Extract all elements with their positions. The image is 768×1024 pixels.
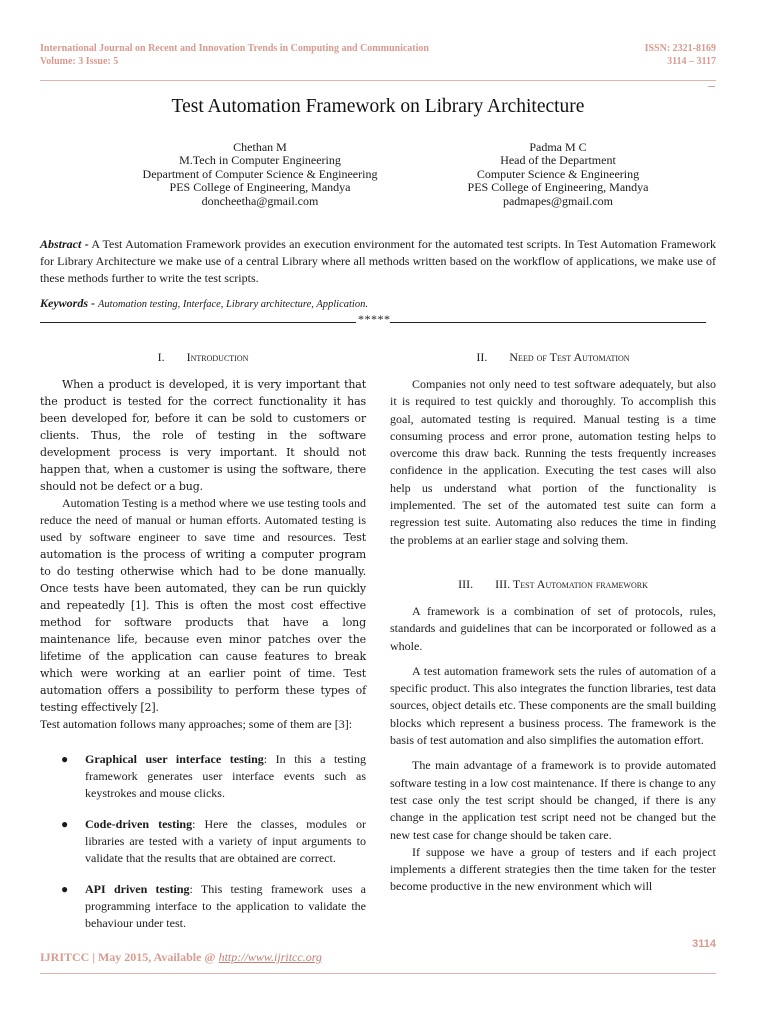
list-item — [40, 816, 366, 867]
list-item-text: : In this a testing framework generates user interface events such as keystrokes and mouse clicks. — [85, 752, 366, 800]
bullet-dot: ● — [61, 817, 69, 831]
paper-title: Test Automation Framework on Library Architecture — [171, 96, 585, 117]
author-college: PES College of Engineering, Mandya — [169, 180, 351, 195]
list-item-term: Graphical user interface testing — [85, 752, 264, 766]
footer-link[interactable]: http://www.ijritcc.org — [218, 950, 322, 964]
footer-text: IJRITCC | May 2015, Available @ — [40, 950, 219, 964]
list-item-term: API driven testing — [85, 882, 190, 896]
intro-paragraph-2b-text: Test automation is the process of writing a computer program to do testing otherwise which had to be done manually. Once tests have been automated, they can be run quickly and repeatedly [1]. This is often the most cost effective method for software products that have a long maintenance life, because even minor patches over the lifetime of the application can cause features to break which were working at an earlier point of time. Test automation offers a possibility to perform these types of testing effectively [2]. — [40, 531, 366, 714]
author-1 — [110, 141, 410, 208]
section-number: I. — [157, 350, 165, 364]
list-item-text: : This testing framework uses a programming interface to the application to validate the behaviour under test. — [85, 882, 366, 930]
keywords-text: Automation testing, Interface, Library architecture, Application. — [98, 299, 368, 310]
intro-paragraph-3: Test automation follows many approaches; some of them are [3]: — [40, 717, 353, 731]
section-number: III. — [458, 576, 474, 591]
abstract — [40, 236, 716, 286]
list-item-text: : Here the classes, modules or libraries are tested with a variety of input arguments to validate that the results that are obtained are correct. — [85, 817, 366, 865]
author-dept: Department of Computer Science & Engineering — [142, 166, 378, 181]
need-paragraph: Companies not only need to test software adequately, but also it is required to test quickly and thoroughly. To accomplish this goal, automated testing is required. Manual testing is a time consuming process and error prone, automation testing helps to overcome this draw back. Running the tests frequently increases confidence in the application. Executing the test cases will also help us understand what portion of the functionality is implemented. The set of the automated test suite can form a regression test suite. Automating also reduces the time in finding the problems at an earlier stage and solving them. — [390, 377, 716, 547]
list-item — [40, 881, 366, 932]
issn: ISSN: 2321-8169 — [644, 43, 716, 54]
keywords-label: Keywords - — [40, 296, 95, 310]
author-degree: Head of the Department — [500, 153, 616, 168]
left-column — [40, 346, 366, 946]
intro-paragraph-1: When a product is developed, it is very important that the product is tested for the correct functionality it has been developed for, before it can be sold to customers or clients. Thus, the role of testing in the software development process is very important. It should not happen that, when a customer is using the software, there should not be defect or a bug. — [40, 378, 366, 493]
intro-paragraph-2a — [40, 495, 366, 716]
section-heading-introduction — [40, 346, 366, 368]
section-heading-framework — [390, 573, 716, 595]
header-left — [40, 42, 429, 68]
journal-name: International Journal on Recent and Innovation Trends in Computing and Communication — [40, 43, 429, 54]
author-email: padmapes@gmail.com — [502, 193, 614, 208]
author-name: Padma M C — [529, 140, 587, 154]
framework-paragraph-2: A test automation framework sets the rules of automation of a specific product. This also integrates the function libraries, test data sources, object details etc. These components are the small building blocks which represent a business process. The framework is the basis of test automation and also simplifies the automation effort. — [390, 663, 716, 748]
abstract-label: Abstract - — [40, 237, 89, 251]
bullet-dot: ● — [61, 752, 69, 766]
list-item — [40, 751, 366, 802]
framework-paragraph-3: The main advantage of a framework is to provide automated software testing in a low cost maintenance. If there is change to any test case only the test script should be changed, if there is any change in the application test script need not be changed but the new test case for change should be taken care. — [390, 758, 716, 842]
separator-line-right — [390, 322, 706, 323]
section-heading-need — [390, 346, 716, 368]
volume-issue: Volume: 3 Issue: 5 — [40, 56, 119, 67]
separator-line-left — [40, 322, 356, 323]
section-title: Introduction — [186, 350, 249, 364]
footer-citation — [40, 950, 322, 965]
abstract-text: A Test Automation Framework provides an execution environment for the automated test scripts. In Test Automation Framework for Library Architecture we make use of a central Library where all methods written based on the workflow of applications, we make use of these methods further to write the test scripts. — [40, 237, 716, 285]
header-dash — [708, 86, 715, 87]
header-rule — [40, 80, 716, 81]
bullet-dot: ● — [61, 882, 69, 896]
author-email: doncheetha@gmail.com — [201, 193, 319, 208]
intro-paragraph-2a-text: Automation Testing is a method where we use testing tools and reduce the need of manual or human efforts. Automated testing is used by software engineer to save time and resources. — [40, 496, 366, 544]
keywords — [40, 296, 716, 311]
section-number: II. — [476, 350, 488, 364]
section-title: Need of Test Automation — [509, 350, 630, 364]
framework-paragraph-1: A framework is a combination of set of protocols, rules, standards and guidelines that can be incorporated or followed as a whole. — [390, 603, 716, 653]
framework-paragraph-4: If suppose we have a group of testers and if each project implements a different strategies then the time taken for the tester become productive in the new environment which will — [390, 844, 716, 894]
separator-stars: ***** — [358, 312, 391, 326]
page-number: 3114 — [692, 938, 716, 950]
list-item-term: Code-driven testing — [85, 817, 193, 831]
footer-rule — [40, 973, 716, 974]
section-title: III. Test Automation framework — [495, 576, 648, 591]
page-range: 3114 – 3117 — [667, 56, 716, 67]
header-right — [645, 42, 716, 68]
separator — [40, 310, 716, 326]
author-dept: Computer Science & Engineering — [476, 166, 640, 181]
author-2 — [408, 141, 708, 208]
right-column — [390, 346, 716, 896]
approach-list — [40, 751, 366, 932]
author-degree: M.Tech in Computer Engineering — [179, 153, 341, 168]
author-name: Chethan M — [233, 140, 287, 154]
author-college: PES College of Engineering, Mandya — [467, 180, 649, 195]
